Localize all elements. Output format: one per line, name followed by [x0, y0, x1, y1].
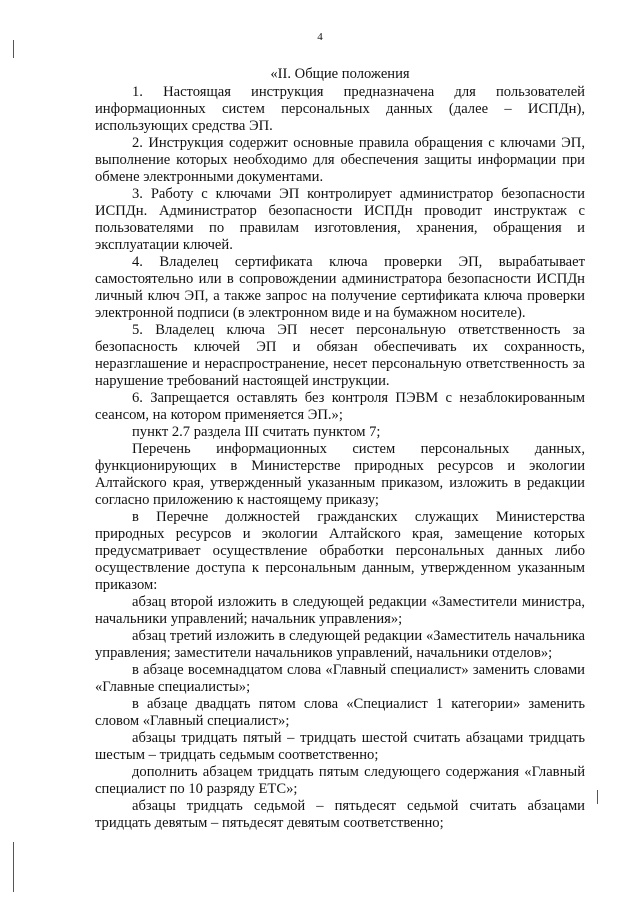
- document-body: [95, 66, 585, 832]
- paragraph: Перечень информационных систем персональных данных, функционирующих в Министерстве природных ресурсов и экологии Алтайского края, утвержденный указанным приказом, изложить в редакции согласно приложению к настоящему приказу;: [95, 441, 585, 508]
- right-margin-mark: [597, 790, 598, 804]
- paragraph: абзацы тридцать седьмой – пятьдесят седьмой считать абзацами тридцать девятым – пятьдесят девятым соответственно;: [95, 798, 585, 831]
- paragraph: 6. Запрещается оставлять без контроля ПЭВМ с незаблокированным сеансом, на котором применяется ЭП.»;: [95, 390, 585, 423]
- page-number: 4: [317, 31, 323, 43]
- paragraph: дополнить абзацем тридцать пятым следующего содержания «Главный специалист по 10 разряду ЕТС»;: [95, 764, 585, 797]
- paragraph: абзац третий изложить в следующей редакции «Заместитель начальника управления; заместители начальников управлений, начальники отделов»;: [95, 628, 585, 661]
- paragraph: в Перечне должностей гражданских служащих Министерства природных ресурсов и экологии Алтайского края, замещение которых предусматривает осуществление обработки персональных данных либо осуществление доступа к персональным данным, утвержденном указанным приказом:: [95, 509, 585, 593]
- paragraph: абзац второй изложить в следующей редакции «Заместители министра, начальники управлений; начальник управления»;: [95, 594, 585, 627]
- paragraph: 5. Владелец ключа ЭП несет персональную ответственность за безопасность ключей ЭП и обязан обеспечивать их сохранность, неразглашение и нераспространение, несет персональную ответственность за нарушение требований настоящей инструкции.: [95, 322, 585, 389]
- left-margin-mark: [13, 842, 14, 892]
- section-heading: «II. Общие положения: [270, 66, 410, 82]
- paragraph: в абзаце двадцать пятом слова «Специалист 1 категории» заменить словом «Главный специалист»;: [95, 696, 585, 729]
- paragraph: 4. Владелец сертификата ключа проверки ЭП, вырабатывает самостоятельно или в сопровождении администратора безопасности ИСПДн личный ключ ЭП, а также запрос на получение сертификата ключа проверки электронной подписи (в электронном виде и на бумажном носителе).: [95, 254, 585, 321]
- paragraph: 1. Настоящая инструкция предназначена для пользователей информационных систем персональных данных (далее – ИСПДн), использующих средства ЭП.: [95, 84, 585, 134]
- paragraph: 2. Инструкция содержит основные правила обращения с ключами ЭП, выполнение которых необходимо для обеспечения защиты информации при обмене электронными документами.: [95, 135, 585, 185]
- paragraph: пункт 2.7 раздела III считать пунктом 7;: [132, 424, 381, 440]
- paragraph: в абзаце восемнадцатом слова «Главный специалист» заменить словами «Главные специалисты»;: [95, 662, 585, 695]
- paragraph: абзацы тридцать пятый – тридцать шестой считать абзацами тридцать шестым – тридцать седьмым соответственно;: [95, 730, 585, 763]
- paragraph: 3. Работу с ключами ЭП контролирует администратор безопасности ИСПДн. Администратор безопасности ИСПДн проводит инструктаж с пользователями по правилам изготовления, хранения, обращения и эксплуатации ключей.: [95, 186, 585, 253]
- left-margin-mark: [13, 40, 14, 58]
